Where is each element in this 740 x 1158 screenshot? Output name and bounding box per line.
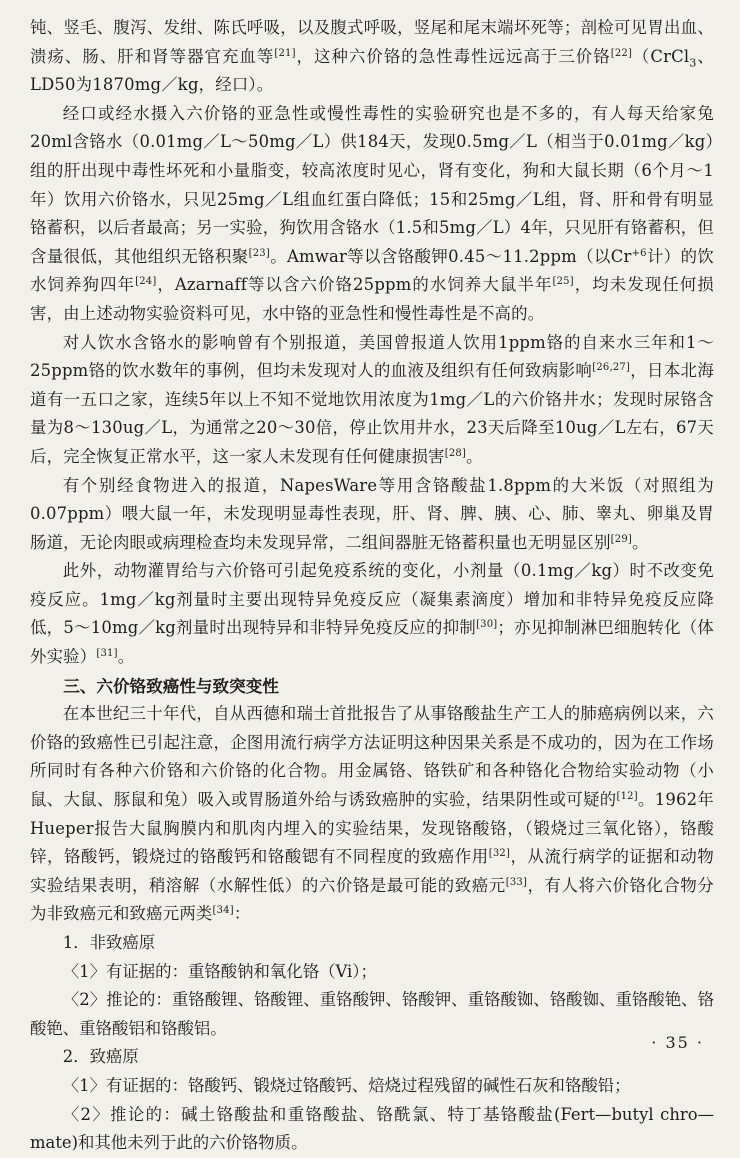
text-run: 。: [632, 532, 649, 552]
citation: [25]: [552, 276, 574, 288]
text-run: （CrCl: [632, 46, 690, 66]
text-run: ；亦见抑制淋巴细胞转化（体外实验）: [30, 618, 714, 667]
text-run: ，均未发现任何损害，由上述动物实验资料可见，水中铬的亚急性和慢性毒性是不高的。: [30, 275, 714, 323]
citation: [29]: [610, 533, 632, 545]
text-run: 在本世纪三十年代，自从西德和瑞士首批报告了从事铬酸盐生产工人的肺癌病例以来，六价铬的致癌性已引起注意，企图用流行病学方法证明这种因果关系是不成功的，因为在工作场所同时有各种六价铬和六价铬的化合物。用金属铬、铬铁矿和各种铬化合物给实验动物（小鼠、大鼠、豚鼠和兔）吸入或胃肠道外给与诱致癌肿的实验，结果阴性或可疑的: [30, 704, 714, 810]
citation: [32]: [488, 848, 511, 860]
citation: [33]: [505, 876, 528, 888]
text-run: ，从流行病学的证据和动物实验结果表明，稍溶解（水解性低）的六价铬是最可能的致癌元: [30, 847, 714, 895]
text-run: ，日本北海道有一五口之家，连续5年以上不知不觉地饮用浓度为1mg／L的六价铬井水；发现时尿铬含量为8～130ug／L，为通常之20～30倍，停止饮用井水，23天后降至10ug／L左右，67天后，完全恢复正常水平，这一家人未发现有任何健康损害: [30, 361, 715, 466]
citation: [23]: [248, 247, 270, 259]
text-run: ，这种六价铬的急性毒性远远高于三价铬: [295, 46, 611, 66]
text-run: 有个别经食物进入的报道，NapesWare等用含铬酸盐1.8ppm的大米饭（对照组为0.07ppm）喂大鼠一年，未发现明显毒性表现，肝、肾、脾、胰、心、肺、睾丸、卵巢及胃肠道，无论肉眼或病理检查均未发现异常，二组间器脏无铬蓄积量也无明显区别: [30, 475, 714, 552]
paragraph-human-drinking-water: [30, 329, 714, 472]
subscript: 3: [689, 55, 697, 69]
text-run: ：: [233, 904, 251, 924]
list-item: 〈2〉推论的：碱土铬酸盐和重铬酸盐、铬酰氯、特丁基铬酸盐(Fert—butyl chro—mate)和其他未列于此的六价铬物质。: [30, 1104, 714, 1153]
text-run: ，有人将六价铬化合物分为非致癌元和致癌元两类: [30, 875, 714, 924]
text-run: 计）的饮水饲养狗四年: [30, 246, 714, 295]
citation: [12]: [616, 791, 638, 803]
superscript: +6: [631, 247, 647, 259]
page-number: · 35 ·: [651, 1033, 704, 1052]
citation: [30]: [476, 619, 498, 631]
list-item: 〈1〉有证据的：铬酸钙、锻烧过铬酸钙、焙烧过程残留的碱性石灰和铬酸铅；: [62, 1075, 631, 1095]
text-run: 。: [466, 446, 483, 466]
text-run: 对人饮水含铬水的影响曾有个别报道，美国曾报道人饮用1ppm铬的自来水三年和1～25ppm铬的饮水数年的事例，但均未发现对人的血液及组织有任何致病影响: [30, 332, 714, 381]
list-item: 〈2〉推论的：重铬酸锂、铬酸锂、重铬酸钾、铬酸钾、重铬酸铷、铬酸铷、重铬酸铯、铬酸铯、重铬酸铝和铬酸铝。: [30, 990, 714, 1038]
text-run: 此外，动物灌胃给与六价铬可引起免疫系统的变化，小剂量（0.1mg／kg）时不改变免疫反应。1mg／kg剂量时主要出现特异免疫反应（凝集素滴度）增加和非特异免疫反应降低，5～10mg／kg剂量时出现特异和非特异免疫反应的抑制: [30, 561, 714, 638]
section-heading: 三、六价铬致癌性与致突变性: [63, 675, 279, 696]
citation: [24]: [135, 276, 157, 288]
citation: [28]: [444, 447, 467, 459]
text-run: 。: [117, 647, 135, 667]
text-run: 。Amwar等以含铬酸钾0.45～11.2ppm（以Cr: [269, 246, 632, 266]
paragraph-acute-toxicity: [30, 14, 714, 100]
text-run: 经口或经水摄入六价铬的亚急性或慢性毒性的实验研究也是不多的，有人每天给家兔20ml含铬水（0.01mg／L～50mg／L）供184天，发现0.5mg／L（相当于0.01mg／kg）组的肝出现中毒性坏死和小量脂变，较高浓度时见心，肾有变化，狗和大鼠长期（6个月～1年）饮用六价铬水，只见25mg／L组血红蛋白降低；15和25mg／L组，肾、肝和骨有明显铬蓄积，以后者最高；另一实验，狗饮用含铬水（1.5和5mg／L）4年，只见肝有铬蓄积，但含量很低，其他组织无铬积聚: [30, 103, 714, 266]
text-run: ，Azarnaff等以含六价铬25ppm的水饲养大鼠半年: [156, 275, 553, 295]
citation: [26,27]: [592, 362, 631, 374]
text-run: 、LD50为1870mg／kg，经口）。: [30, 46, 714, 95]
citation: [34]: [212, 905, 234, 917]
list-item: 〈1〉有证据的：重铬酸钠和氧化铬（Vi）；: [62, 961, 377, 981]
citation: [22]: [610, 47, 633, 59]
text-run: 钝、竖毛、腹泻、发绀、陈氏呼吸，以及腹式呼吸，竖尾和尾末端坏死等；剖检可见胃出血、溃疡、肠、肝和肾等器官充血等: [30, 18, 714, 66]
paragraph-immune-effects: [30, 557, 714, 671]
list-heading-non-carcinogen: 1．非致癌原: [62, 933, 156, 952]
citation: [31]: [96, 648, 118, 660]
paragraph-food-intake: [30, 472, 714, 558]
list-heading-carcinogen: 2．致癌原: [62, 1047, 139, 1067]
text-run: 。1962年Hueper报告大鼠胸膜内和肌肉内埋入的实验结果，发现铬酸铬，（锻烧过三氧化铬），铬酸锌，铬酸钙，锻烧过的铬酸钙和铬酸锶有不同程度的致癌作用: [30, 790, 715, 867]
citation: [21]: [274, 47, 296, 59]
paragraph-carcinogenicity: [30, 700, 714, 929]
paragraph-chronic-toxicity: [30, 100, 714, 329]
